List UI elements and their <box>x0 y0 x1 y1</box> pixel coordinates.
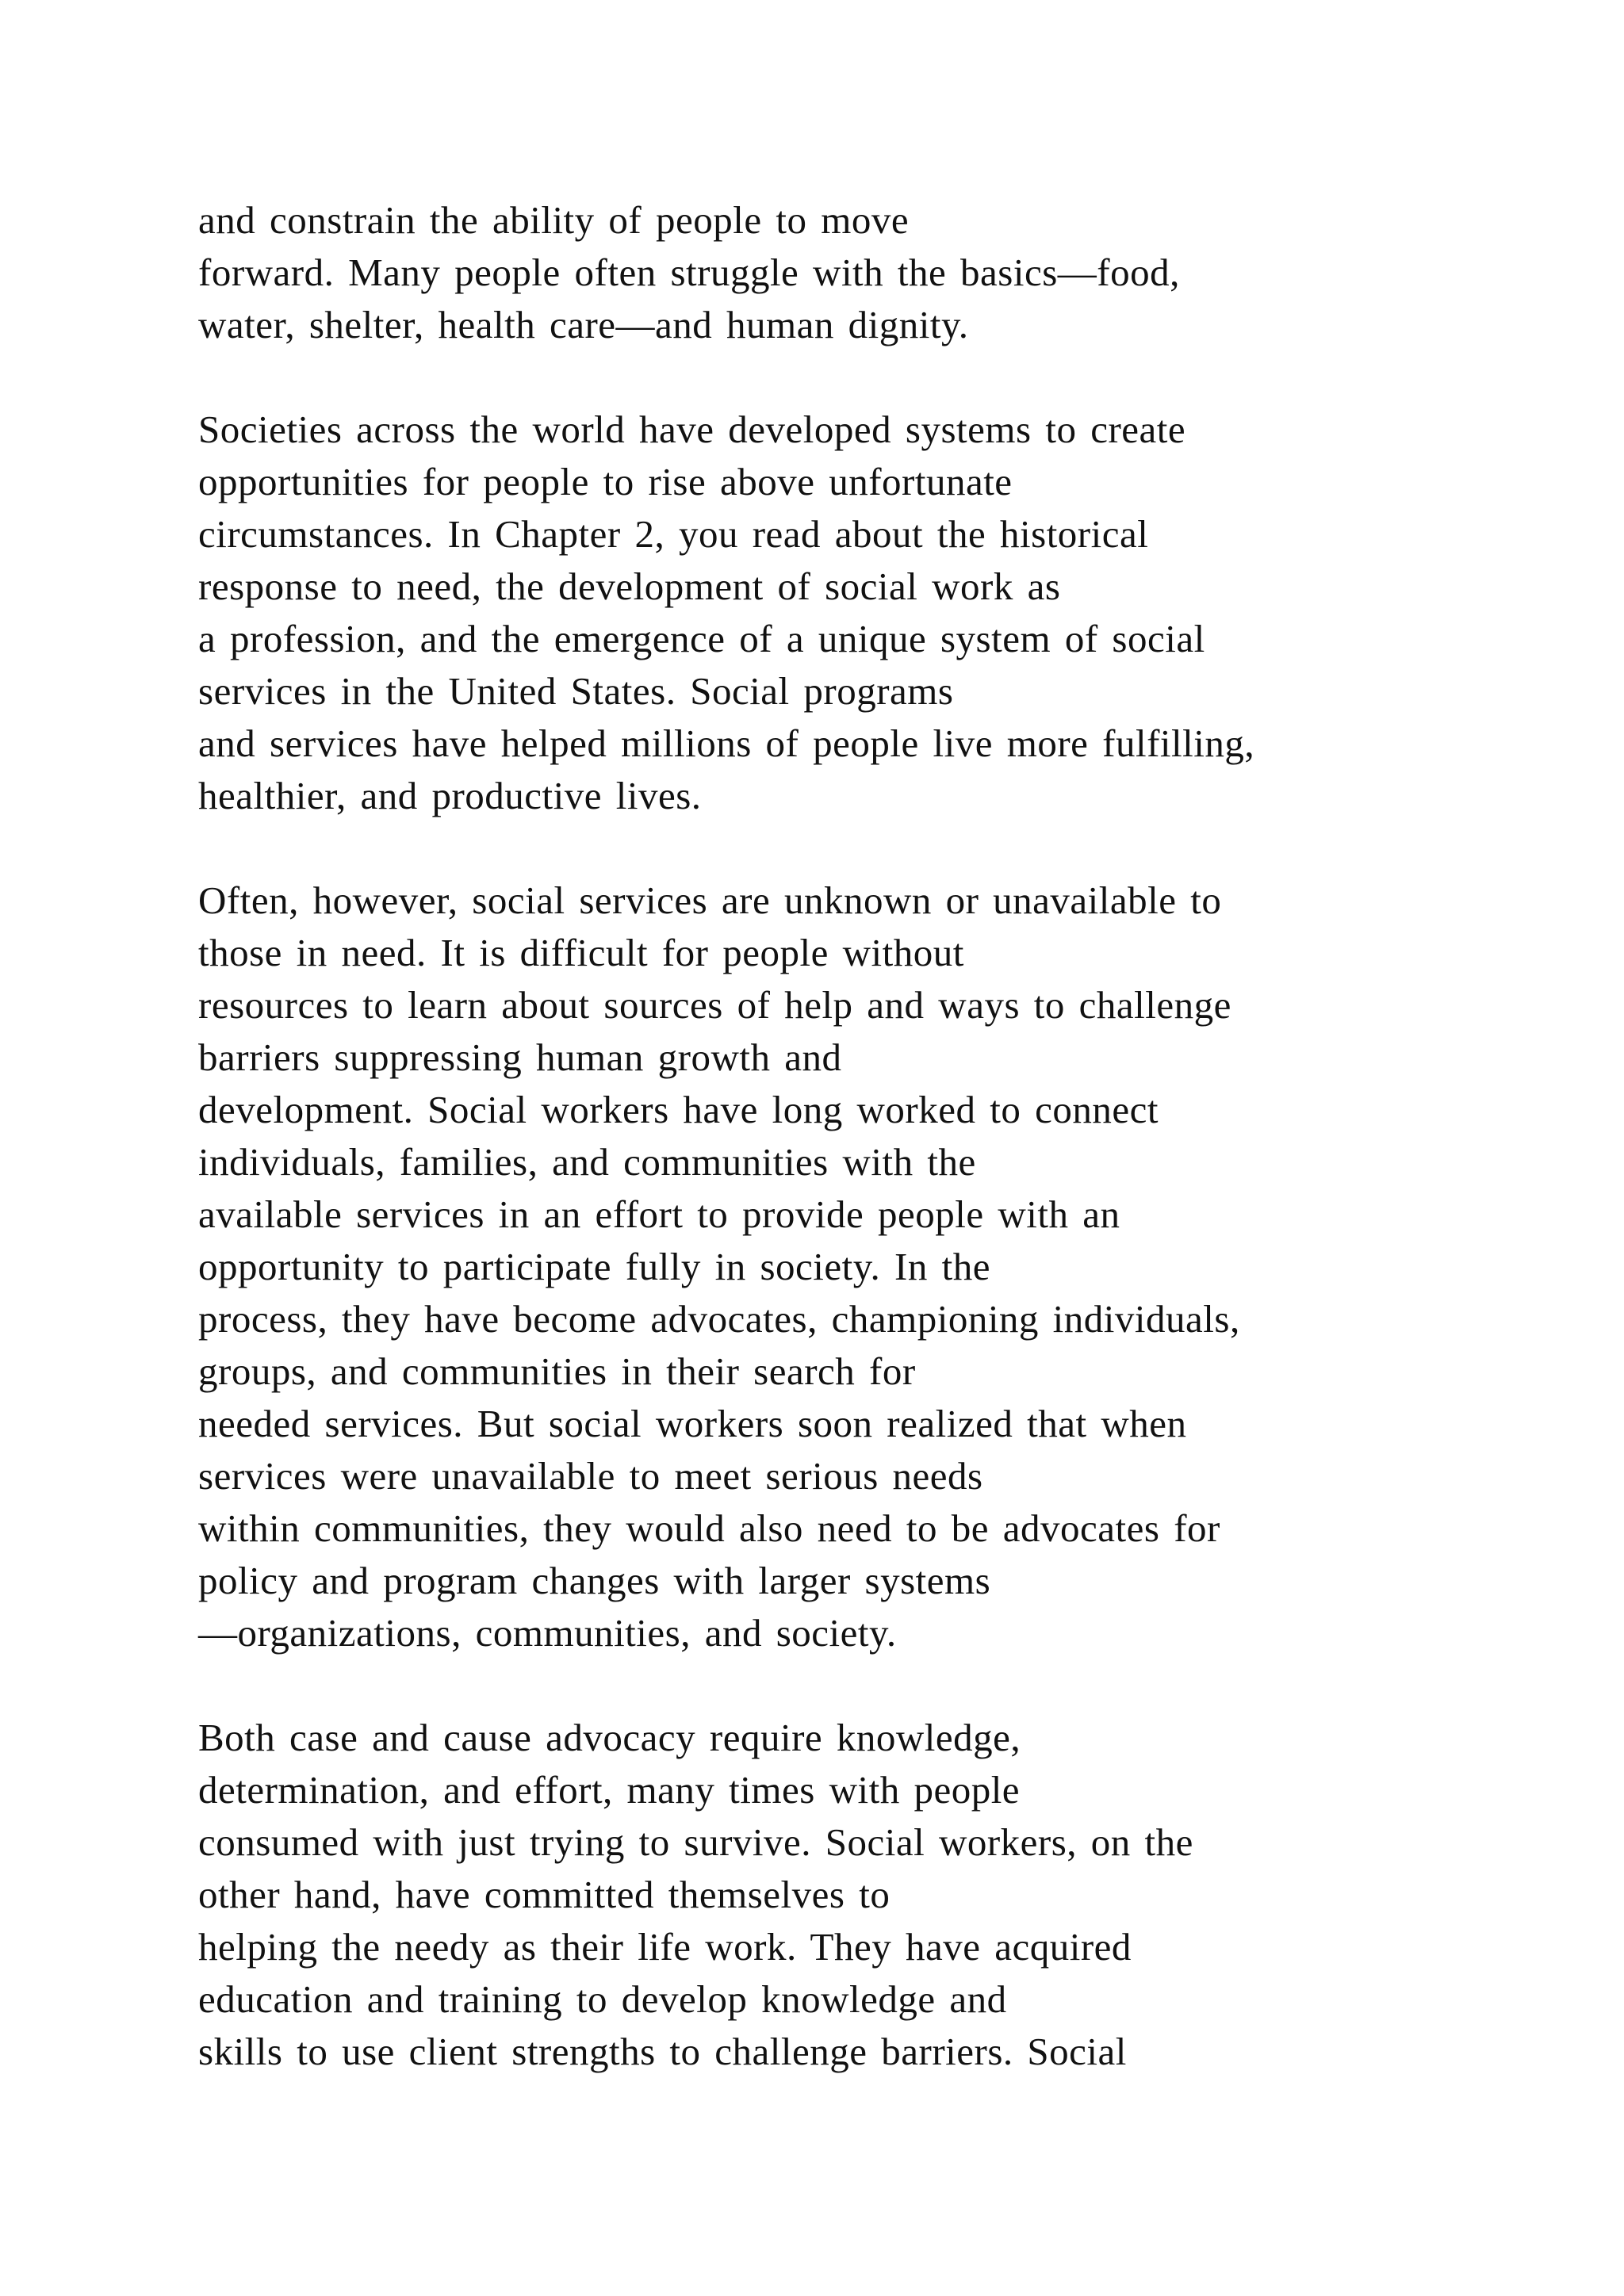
text-line: response to need, the development of social work as <box>198 564 1061 608</box>
text-line: water, shelter, health care—and human dignity. <box>198 303 969 346</box>
text-line: helping the needy as their life work. They have acquired <box>198 1925 1132 1969</box>
paragraph-2 <box>198 404 1594 822</box>
text-line: services were unavailable to meet serious needs <box>198 1454 983 1498</box>
paragraph-spacer <box>198 351 1594 404</box>
text-line: services in the United States. Social programs <box>198 669 954 713</box>
text-line: barriers suppressing human growth and <box>198 1035 842 1079</box>
document-body <box>198 194 1594 2078</box>
paragraph-4 <box>198 1712 1594 2078</box>
paragraph-spacer <box>198 822 1594 874</box>
text-line: within communities, they would also need to be advocates for <box>198 1506 1220 1550</box>
paragraph-3 <box>198 874 1594 1659</box>
text-line: Societies across the world have developed systems to create <box>198 408 1186 451</box>
text-line: consumed with just trying to survive. Social workers, on the <box>198 1820 1193 1864</box>
text-line: process, they have become advocates, championing individuals, <box>198 1297 1240 1341</box>
text-line: forward. Many people often struggle with the basics—food, <box>198 251 1180 294</box>
text-line: skills to use client strengths to challenge barriers. Social <box>198 2030 1127 2073</box>
text-line: circumstances. In Chapter 2, you read about the historical <box>198 512 1149 556</box>
text-line: and services have helped millions of people live more fulfilling, <box>198 721 1255 765</box>
text-line: a profession, and the emergence of a unique system of social <box>198 617 1205 660</box>
paragraph-1 <box>198 194 1594 351</box>
text-line: development. Social workers have long worked to connect <box>198 1088 1159 1131</box>
text-line: determination, and effort, many times with people <box>198 1768 1021 1812</box>
text-line: those in need. It is difficult for people without <box>198 931 964 974</box>
text-line: available services in an effort to provide people with an <box>198 1192 1120 1236</box>
text-line: —organizations, communities, and society. <box>198 1611 897 1655</box>
text-line: other hand, have committed themselves to <box>198 1873 891 1916</box>
text-line: and constrain the ability of people to move <box>198 198 910 242</box>
text-line: groups, and communities in their search for <box>198 1349 916 1393</box>
text-line: resources to learn about sources of help and ways to challenge <box>198 983 1231 1027</box>
text-line: opportunity to participate fully in society. In the <box>198 1245 990 1288</box>
text-line: policy and program changes with larger systems <box>198 1559 991 1602</box>
text-line: Both case and cause advocacy require knowledge, <box>198 1716 1021 1759</box>
text-line: opportunities for people to rise above unfortunate <box>198 460 1013 503</box>
text-line: individuals, families, and communities with the <box>198 1140 976 1184</box>
text-line: healthier, and productive lives. <box>198 774 702 817</box>
text-line: education and training to develop knowledge and <box>198 1977 1007 2021</box>
text-line: needed services. But social workers soon realized that when <box>198 1402 1187 1445</box>
paragraph-spacer <box>198 1659 1594 1712</box>
text-line: Often, however, social services are unknown or unavailable to <box>198 878 1222 922</box>
